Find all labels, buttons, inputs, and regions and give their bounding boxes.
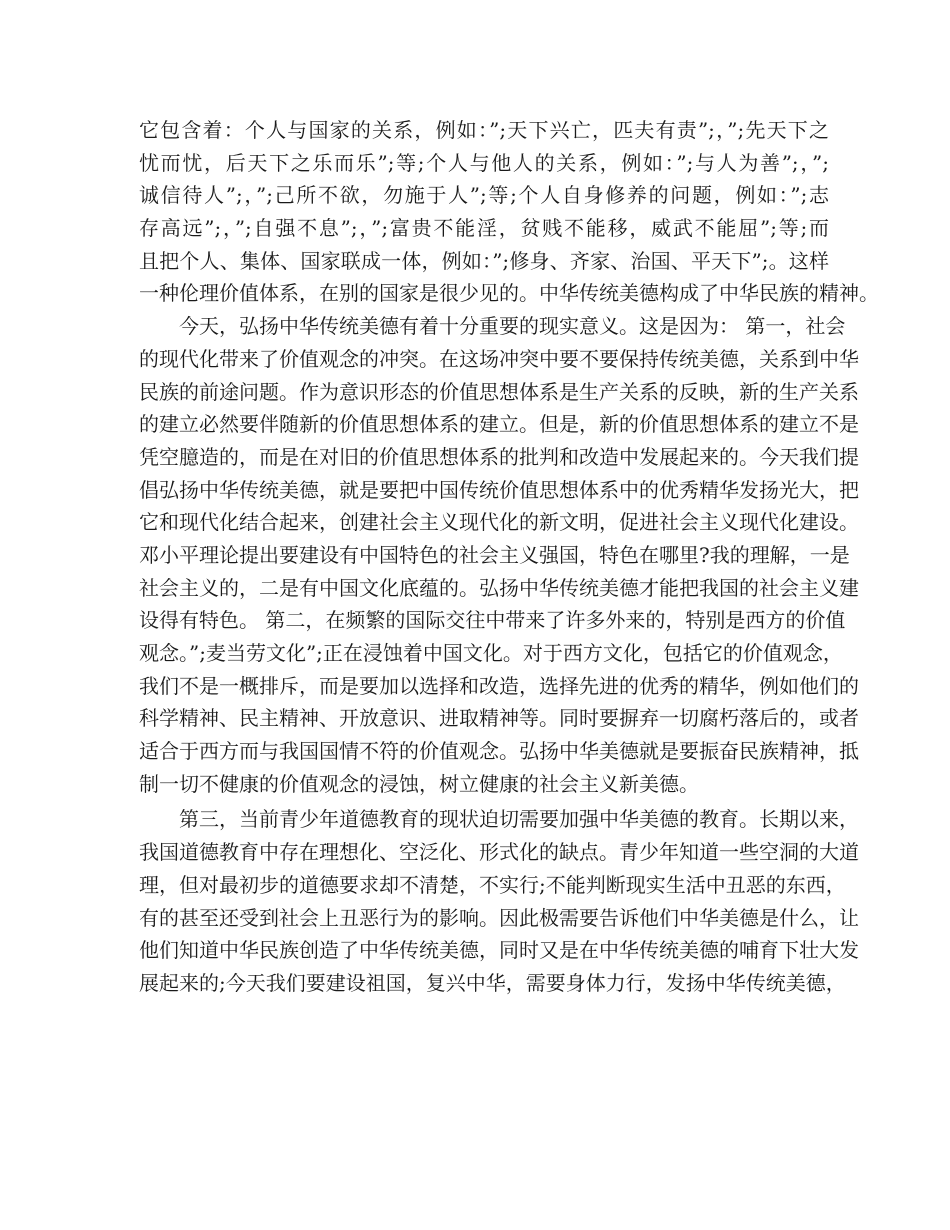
text-line: 有的甚至还受到社会上丑恶行为的影响。因此极需要告诉他们中华美德是什么，让	[139, 905, 859, 930]
text-line: 展起来的;今天我们要建设祖国，复兴中华，需要身体力行，发扬中华传统美德，	[139, 970, 846, 995]
text-line: 社会主义的，二是有中国文化底蕴的。弘扬中华传统美德才能把我国的社会主义建	[139, 575, 859, 600]
text-line: 制一切不健康的价值观念的浸蚀，树立健康的社会主义新美德。	[139, 771, 699, 796]
paragraph-1	[139, 114, 879, 310]
text-line: 第三，当前青少年道德教育的现状迫切需要加强中华美德的教育。长期以来，	[179, 807, 859, 832]
text-line: 他们知道中华民族创造了中华传统美德，同时又是在中华传统美德的哺育下壮大发	[139, 938, 859, 963]
body-text	[139, 114, 879, 1000]
text-line: 倡弘扬中华传统美德，就是要把中国传统价值思想体系中的优秀精华发扬光大，把	[139, 477, 859, 502]
text-line: 邓小平理论提出要建设有中国特色的社会主义强国，特色在哪里?我的理解，一是	[139, 542, 850, 567]
text-line: 一种伦理价值体系，在别的国家是很少见的。中华传统美德构成了中华民族的精神。	[139, 281, 879, 306]
text-line: 的建立必然要伴随新的价值思想体系的建立。但是，新的价值思想体系的建立不是	[139, 412, 859, 437]
text-line: 科学精神、民主精神、开放意识、进取精神等。同时要摒弃一切腐朽落后的，或者	[139, 706, 859, 731]
text-line: 今天，弘扬中华传统美德有着十分重要的现实意义。这是因为： 第一，社会	[179, 314, 846, 339]
text-line: 适合于西方而与我国国情不符的价值观念。弘扬中华美德就是要振奋民族精神，抵	[139, 739, 859, 764]
text-line: 观念。”;麦当劳文化”;正在浸蚀着中国文化。对于西方文化，包括它的价值观念，	[139, 641, 843, 665]
text-line: 诚信待人”;，”;己所不欲，勿施于人”;等;个人自身修养的问题，例如：”;志	[139, 183, 829, 208]
text-line: 民族的前途问题。作为意识形态的价值思想体系是生产关系的反映，新的生产关系	[139, 379, 859, 404]
text-line: 忧而忧，后天下之乐而乐”;等;个人与他人的关系，例如：”;与人为善”;，”;	[139, 150, 829, 175]
text-line: 且把个人、集体、国家联成一体，例如：”;修身、齐家、治国、平天下”;。这样	[139, 248, 829, 273]
text-line: 存高远”;，”;自强不息”;，”;富贵不能淫，贫贱不能移，威武不能屈”;等;而	[139, 216, 829, 241]
text-line: 我国道德教育中存在理想化、空泛化、形式化的缺点。青少年知道一些空洞的大道	[139, 840, 859, 865]
text-line: 它包含着：个人与国家的关系，例如：”;天下兴亡，匹夫有责”;，”;先天下之	[139, 118, 829, 142]
text-line: 设得有特色。 第二，在频繁的国际交往中带来了许多外来的，特别是西方的价值	[139, 608, 846, 633]
text-line: 的现代化带来了价值观念的冲突。在这场冲突中要不要保持传统美德，关系到中华	[139, 346, 859, 371]
paragraph-2	[139, 310, 859, 800]
paragraph-3	[139, 803, 859, 999]
text-line: 理，但对最初步的道德要求却不清楚，不实行;不能判断现实生活中丑恶的东西，	[139, 872, 846, 897]
text-line: 我们不是一概排斥，而是要加以选择和改造，选择先进的优秀的精华，例如他们的	[139, 673, 859, 698]
text-line: 它和现代化结合起来，创建社会主义现代化的新文明，促进社会主义现代化建设。	[139, 510, 859, 535]
text-line: 凭空臆造的，而是在对旧的价值思想体系的批判和改造中发展起来的。今天我们提	[139, 444, 859, 469]
